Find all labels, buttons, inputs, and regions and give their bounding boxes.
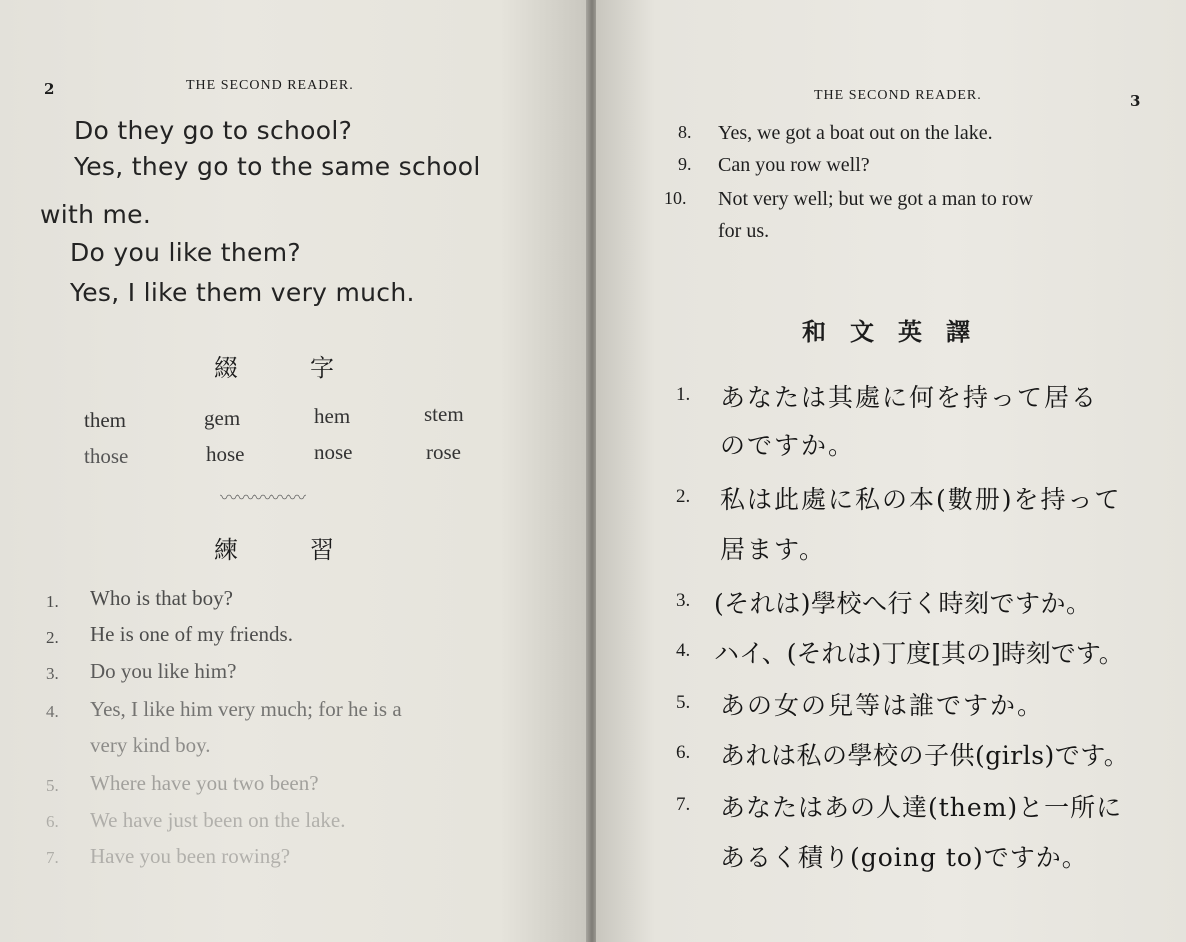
- exercise-text: Do you like him?: [90, 659, 237, 683]
- translation-text: あれは私の學校の子供(girls)です。: [720, 741, 1130, 770]
- exercise-text: very kind boy.: [90, 733, 211, 757]
- exercise-number: 5.: [46, 776, 59, 795]
- translation-text: ハイ、(それは)丁度[其の]時刻です。: [714, 639, 1124, 668]
- spelling-word: hem: [314, 404, 351, 428]
- spelling-word: nose: [314, 440, 353, 464]
- exercise-number: 2.: [46, 628, 59, 647]
- page-number: 3: [1130, 92, 1141, 110]
- exercise-number: 7.: [46, 848, 59, 867]
- exercise-text: Who is that boy?: [90, 586, 233, 610]
- exercise-number: 6.: [46, 812, 59, 831]
- translation-number: 2.: [676, 486, 691, 507]
- exercise-number: 3.: [46, 664, 59, 683]
- running-head: THE SECOND READER.: [186, 78, 354, 93]
- exercise-text: Can you row well?: [718, 154, 870, 176]
- translation-number: 7.: [676, 794, 691, 815]
- dialog-line: Do they go to school?: [74, 116, 353, 145]
- exercise-text: Yes, I like him very much; for he is a: [90, 697, 402, 721]
- spelling-word: those: [84, 444, 129, 468]
- exercise-text: We have just been on the lake.: [90, 808, 346, 832]
- exercise-text: Have you been rowing?: [90, 844, 291, 868]
- translation-text: 居ます。: [720, 535, 827, 564]
- exercise-text: Where have you two been?: [90, 771, 319, 795]
- exercise-number: 4.: [46, 702, 59, 721]
- exercise-number: 9.: [678, 154, 692, 174]
- spelling-word: rose: [426, 440, 461, 464]
- spelling-word: gem: [204, 406, 241, 430]
- translation-text: (それは)學校へ行く時刻ですか。: [714, 589, 1092, 618]
- translation-number: 4.: [676, 640, 691, 661]
- spelling-word: stem: [424, 402, 464, 426]
- translation-text: あなたはあの人達(them)と一所に: [720, 793, 1123, 822]
- translation-text: あの女の兒等は誰ですか。: [720, 691, 1045, 720]
- left-page: [0, 0, 588, 942]
- right-page: [596, 0, 1186, 942]
- page-number: 2: [44, 80, 55, 98]
- exercise-text: Yes, we got a boat out on the lake.: [718, 122, 993, 144]
- spelling-word: hose: [206, 442, 245, 466]
- translation-text: 私は此處に私の本(數册)を持って: [720, 485, 1122, 514]
- spelling-word: them: [84, 408, 126, 432]
- translation-number: 5.: [676, 692, 691, 713]
- exercise-text: He is one of my friends.: [90, 622, 293, 646]
- exercise-number: 8.: [678, 122, 692, 142]
- exercise-heading: 練 習: [214, 536, 334, 564]
- translation-number: 6.: [676, 742, 691, 763]
- dialog-line: Do you like them?: [70, 238, 301, 267]
- dialog-line: Yes, they go to the same school: [74, 152, 481, 181]
- translation-heading: 和 文 英 譯: [802, 317, 970, 346]
- running-head: THE SECOND READER.: [814, 88, 982, 103]
- translation-text: のですか。: [720, 431, 856, 460]
- exercise-number: 10.: [664, 188, 687, 208]
- exercise-text: for us.: [718, 220, 770, 242]
- exercise-text: Not very well; but we got a man to row: [718, 188, 1033, 210]
- dialog-line: with me.: [40, 200, 152, 229]
- dialog-line: Yes, I like them very much.: [70, 278, 415, 307]
- spelling-heading: 綴 字: [214, 354, 334, 382]
- translation-number: 1.: [676, 384, 691, 405]
- ornament-divider: 〰〰〰〰〰: [220, 488, 305, 509]
- translation-text: あるく積り(going to)ですか。: [720, 843, 1088, 872]
- exercise-number: 1.: [46, 592, 59, 611]
- translation-text: あなたは其處に何を持って居る: [720, 383, 1099, 412]
- translation-number: 3.: [676, 590, 691, 611]
